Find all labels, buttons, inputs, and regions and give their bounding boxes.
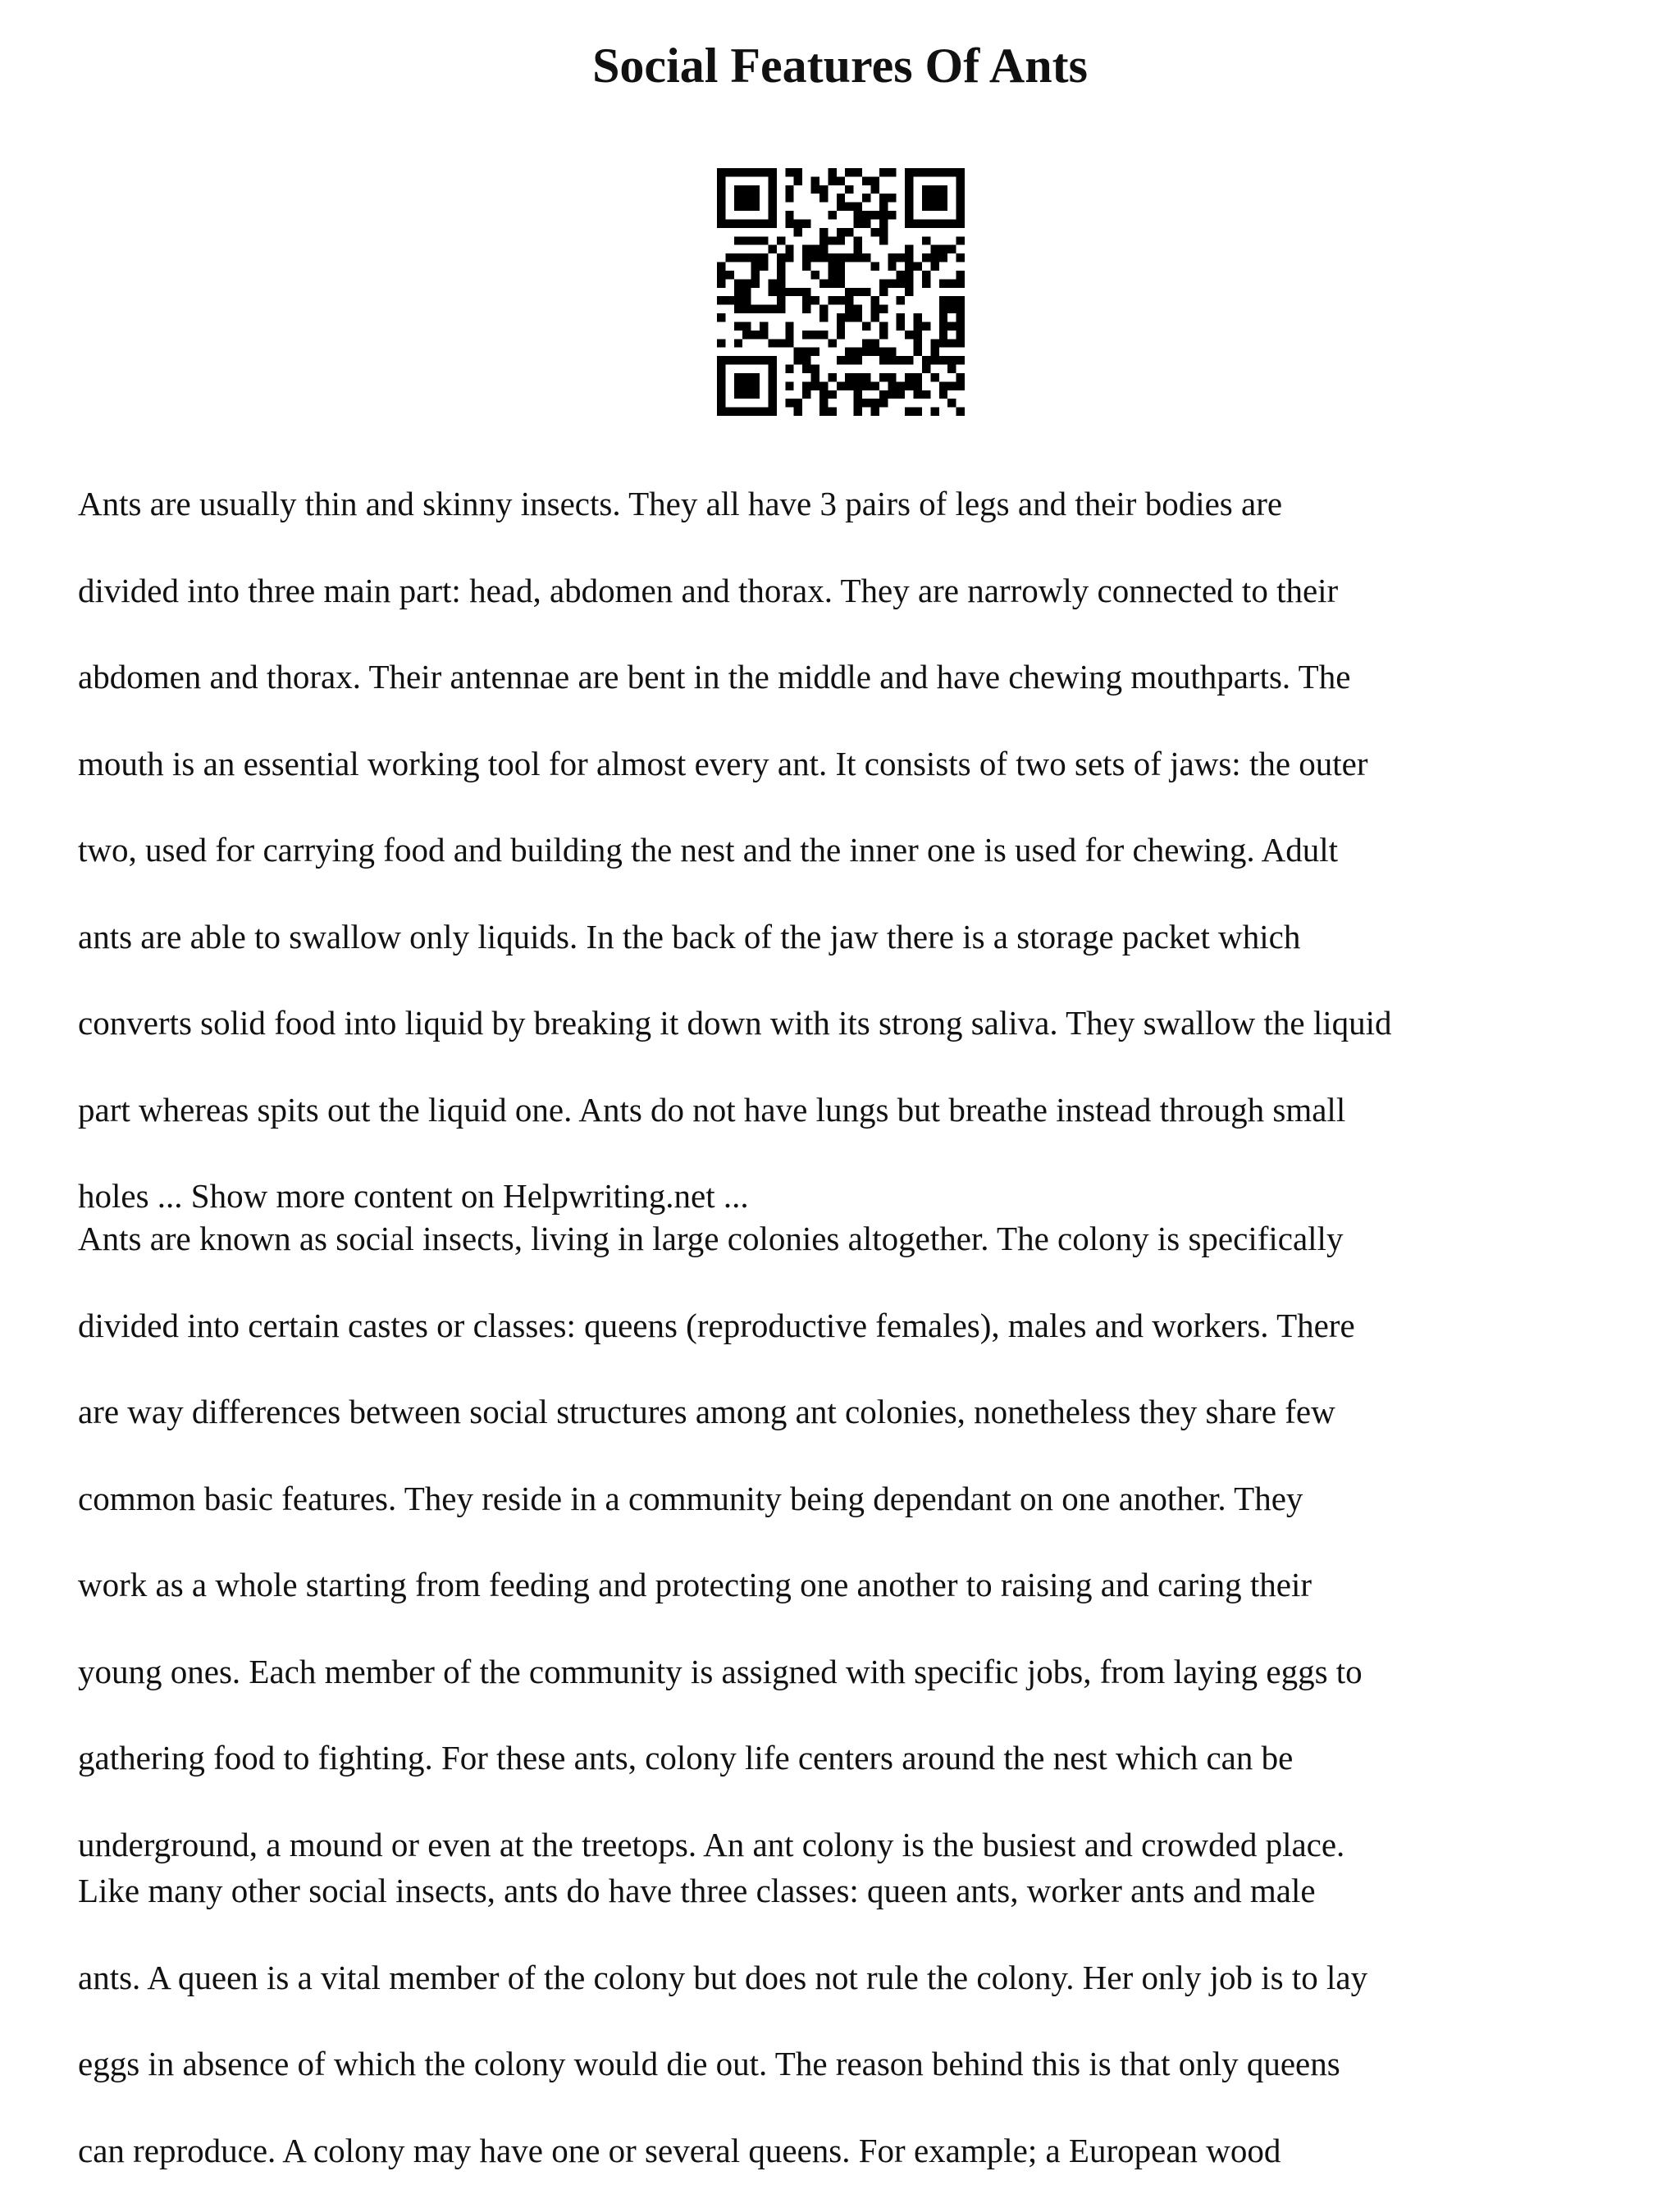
show-more-line: holes ... Show more content on Helpwriting.net ...	[78, 1153, 1637, 1240]
text-line: ants. A queen is a vital member of the colony but does not rule the colony. Her only job is to lay	[78, 1935, 1637, 2022]
text-line: common basic features. They reside in a community being dependant on one another. They	[78, 1456, 1637, 1543]
paragraph-2	[78, 1196, 1637, 1888]
text-line: young ones. Each member of the community is assigned with specific jobs, from laying eggs to	[78, 1629, 1637, 1716]
text-line: abdomen and thorax. Their antennae are bent in the middle and have chewing mouthparts. The	[78, 634, 1637, 721]
qr-code-icon	[717, 168, 965, 416]
text-line: two, used for carrying food and building the nest and the inner one is used for chewing. Adult	[78, 807, 1637, 894]
text-line: divided into certain castes or classes: queens (reproductive females), males and workers. There	[78, 1283, 1637, 1370]
text-line: can reproduce. A colony may have one or several queens. For example; a European wood	[78, 2108, 1637, 2194]
text-line: converts solid food into liquid by breaking it down with its strong saliva. They swallow the liquid	[78, 980, 1637, 1067]
text-line: part whereas spits out the liquid one. Ants do not have lungs but breathe instead through small	[78, 1067, 1637, 1154]
text-line: underground, a mound or even at the treetops. An ant colony is the busiest and crowded place.	[78, 1802, 1637, 1889]
text-line: eggs in absence of which the colony would die out. The reason behind this is that only queens	[78, 2021, 1637, 2108]
text-line: divided into three main part: head, abdomen and thorax. They are narrowly connected to their	[78, 548, 1637, 635]
page-title: Social Features Of Ants	[0, 33, 1680, 98]
text-line: mouth is an essential working tool for almost every ant. It consists of two sets of jaws: the outer	[78, 721, 1637, 808]
text-line: Like many other social insects, ants do have three classes: queen ants, worker ants and male	[78, 1848, 1637, 1935]
text-line: gathering food to fighting. For these ants, colony life centers around the nest which can be	[78, 1715, 1637, 1802]
paragraph-1	[78, 461, 1637, 1240]
paragraph-3	[78, 1848, 1637, 2194]
text-line: are way differences between social structures among ant colonies, nonetheless they share few	[78, 1369, 1637, 1456]
text-line: ants are able to swallow only liquids. In the back of the jaw there is a storage packet which	[78, 894, 1637, 981]
text-line: Ants are usually thin and skinny insects. They all have 3 pairs of legs and their bodies are	[78, 461, 1637, 548]
text-line: Ants are known as social insects, living in large colonies altogether. The colony is specifically	[78, 1196, 1637, 1283]
text-line: work as a whole starting from feeding and protecting one another to raising and caring their	[78, 1542, 1637, 1629]
